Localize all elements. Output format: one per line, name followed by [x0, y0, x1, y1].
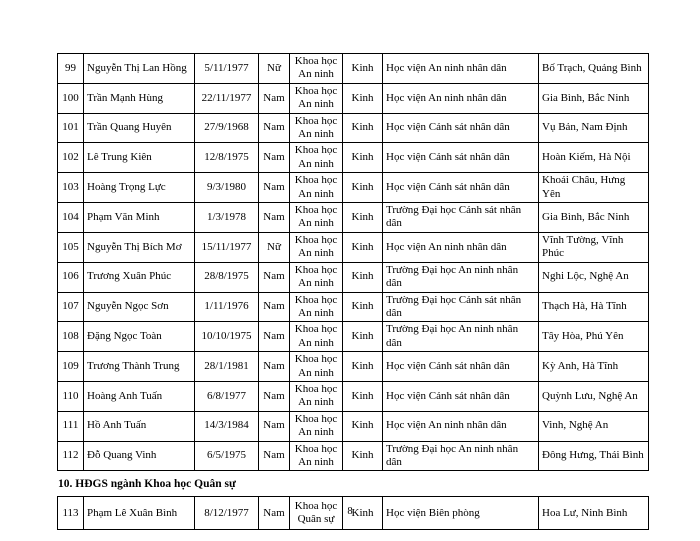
table-row [58, 113, 649, 143]
cell-name: Trương Xuân Phúc [84, 262, 195, 292]
table-row [58, 232, 649, 262]
cell-field: Khoa học An ninh [290, 322, 343, 352]
table-row [58, 381, 649, 411]
cell-dob: 6/8/1977 [195, 381, 259, 411]
cell-dob: 22/11/1977 [195, 83, 259, 113]
table-row [58, 411, 649, 441]
cell-dob: 8/12/1977 [195, 497, 259, 530]
cell-gender: Nam [259, 322, 290, 352]
table-row [58, 203, 649, 233]
cell-hometown: Thạch Hà, Hà Tĩnh [539, 292, 649, 322]
cell-field: Khoa học Quân sự [290, 497, 343, 530]
cell-name: Đỗ Quang Vinh [84, 441, 195, 471]
cell-institution: Trường Đại học An ninh nhân dân [383, 441, 539, 471]
cell-ethnicity: Kinh [343, 54, 383, 84]
cell-no: 101 [58, 113, 84, 143]
cell-field: Khoa học An ninh [290, 143, 343, 173]
cell-no: 113 [58, 497, 84, 530]
cell-name: Trần Quang Huyên [84, 113, 195, 143]
cell-no: 111 [58, 411, 84, 441]
candidates-table-security [57, 53, 649, 471]
cell-field: Khoa học An ninh [290, 232, 343, 262]
cell-no: 99 [58, 54, 84, 84]
cell-gender: Nam [259, 173, 290, 203]
cell-no: 108 [58, 322, 84, 352]
cell-no: 100 [58, 83, 84, 113]
cell-dob: 1/11/1976 [195, 292, 259, 322]
cell-name: Phạm Văn Minh [84, 203, 195, 233]
cell-hometown: Khoái Châu, Hưng Yên [539, 173, 649, 203]
cell-hometown: Nghi Lộc, Nghệ An [539, 262, 649, 292]
cell-no: 106 [58, 262, 84, 292]
page-number: 8 [347, 506, 353, 517]
cell-name: Trương Thành Trung [84, 352, 195, 382]
cell-gender: Nam [259, 143, 290, 173]
cell-ethnicity: Kinh [343, 113, 383, 143]
cell-hometown: Vĩnh Tường, Vĩnh Phúc [539, 232, 649, 262]
cell-hometown: Gia Bình, Bắc Ninh [539, 83, 649, 113]
cell-field: Khoa học An ninh [290, 54, 343, 84]
cell-hometown: Hoa Lư, Ninh Bình [539, 497, 649, 530]
cell-name: Hoàng Anh Tuấn [84, 381, 195, 411]
cell-institution: Học viện Cảnh sát nhân dân [383, 381, 539, 411]
cell-gender: Nam [259, 352, 290, 382]
cell-institution: Học viện Cảnh sát nhân dân [383, 352, 539, 382]
cell-dob: 5/11/1977 [195, 54, 259, 84]
cell-institution: Học viện An ninh nhân dân [383, 411, 539, 441]
table-row [58, 54, 649, 84]
cell-dob: 14/3/1984 [195, 411, 259, 441]
cell-no: 112 [58, 441, 84, 471]
table-row [58, 262, 649, 292]
table-row [58, 322, 649, 352]
cell-ethnicity: Kinh [343, 322, 383, 352]
cell-name: Trần Mạnh Hùng [84, 83, 195, 113]
cell-institution: Học viện Cảnh sát nhân dân [383, 173, 539, 203]
cell-hometown: Bố Trạch, Quảng Bình [539, 54, 649, 84]
cell-gender: Nam [259, 497, 290, 530]
cell-dob: 10/10/1975 [195, 322, 259, 352]
cell-field: Khoa học An ninh [290, 411, 343, 441]
cell-name: Đặng Ngọc Toàn [84, 322, 195, 352]
cell-no: 109 [58, 352, 84, 382]
cell-hometown: Vinh, Nghệ An [539, 411, 649, 441]
cell-institution: Trường Đại học An ninh nhân dân [383, 322, 539, 352]
cell-no: 105 [58, 232, 84, 262]
cell-dob: 28/1/1981 [195, 352, 259, 382]
cell-ethnicity: Kinh [343, 497, 383, 530]
cell-name: Nguyễn Thị Lan Hồng [84, 54, 195, 84]
cell-institution: Học viện Cảnh sát nhân dân [383, 143, 539, 173]
cell-ethnicity: Kinh [343, 352, 383, 382]
cell-gender: Nam [259, 113, 290, 143]
cell-institution: Học viện Biên phòng [383, 497, 539, 530]
cell-gender: Nữ [259, 232, 290, 262]
cell-ethnicity: Kinh [343, 411, 383, 441]
cell-name: Phạm Lê Xuân Bình [84, 497, 195, 530]
cell-name: Hồ Anh Tuấn [84, 411, 195, 441]
table-row [58, 352, 649, 382]
cell-name: Hoàng Trọng Lực [84, 173, 195, 203]
cell-dob: 1/3/1978 [195, 203, 259, 233]
cell-name: Nguyễn Ngọc Sơn [84, 292, 195, 322]
table-row [58, 292, 649, 322]
cell-hometown: Hoàn Kiếm, Hà Nội [539, 143, 649, 173]
cell-gender: Nam [259, 203, 290, 233]
cell-dob: 6/5/1975 [195, 441, 259, 471]
cell-dob: 28/8/1975 [195, 262, 259, 292]
cell-hometown: Đông Hưng, Thái Bình [539, 441, 649, 471]
cell-hometown: Vụ Bản, Nam Định [539, 113, 649, 143]
cell-no: 102 [58, 143, 84, 173]
cell-gender: Nữ [259, 54, 290, 84]
cell-ethnicity: Kinh [343, 173, 383, 203]
cell-institution: Học viện Cảnh sát nhân dân [383, 113, 539, 143]
cell-hometown: Quỳnh Lưu, Nghệ An [539, 381, 649, 411]
document-content [57, 53, 648, 530]
cell-dob: 12/8/1975 [195, 143, 259, 173]
cell-hometown: Tây Hòa, Phú Yên [539, 322, 649, 352]
cell-ethnicity: Kinh [343, 381, 383, 411]
table-row [58, 173, 649, 203]
cell-ethnicity: Kinh [343, 83, 383, 113]
cell-field: Khoa học An ninh [290, 441, 343, 471]
cell-no: 103 [58, 173, 84, 203]
cell-hometown: Kỳ Anh, Hà Tĩnh [539, 352, 649, 382]
cell-field: Khoa học An ninh [290, 203, 343, 233]
cell-field: Khoa học An ninh [290, 292, 343, 322]
cell-ethnicity: Kinh [343, 441, 383, 471]
cell-dob: 15/11/1977 [195, 232, 259, 262]
cell-name: Nguyễn Thị Bích Mơ [84, 232, 195, 262]
section-heading: 10. HĐGS ngành Khoa học Quân sự [58, 478, 236, 491]
cell-ethnicity: Kinh [343, 292, 383, 322]
cell-gender: Nam [259, 381, 290, 411]
cell-hometown: Gia Bình, Bắc Ninh [539, 203, 649, 233]
cell-field: Khoa học An ninh [290, 262, 343, 292]
cell-field: Khoa học An ninh [290, 83, 343, 113]
cell-dob: 27/9/1968 [195, 113, 259, 143]
cell-institution: Học viện An ninh nhân dân [383, 232, 539, 262]
cell-field: Khoa học An ninh [290, 173, 343, 203]
cell-institution: Trường Đại học Cảnh sát nhân dân [383, 203, 539, 233]
cell-no: 104 [58, 203, 84, 233]
cell-dob: 9/3/1980 [195, 173, 259, 203]
cell-no: 107 [58, 292, 84, 322]
cell-field: Khoa học An ninh [290, 113, 343, 143]
cell-gender: Nam [259, 411, 290, 441]
cell-field: Khoa học An ninh [290, 352, 343, 382]
cell-institution: Trường Đại học Cảnh sát nhân dân [383, 292, 539, 322]
cell-ethnicity: Kinh [343, 262, 383, 292]
cell-field: Khoa học An ninh [290, 381, 343, 411]
cell-gender: Nam [259, 441, 290, 471]
cell-gender: Nam [259, 262, 290, 292]
cell-ethnicity: Kinh [343, 143, 383, 173]
cell-ethnicity: Kinh [343, 232, 383, 262]
cell-gender: Nam [259, 83, 290, 113]
cell-gender: Nam [259, 292, 290, 322]
table-row [58, 441, 649, 471]
table-row [58, 143, 649, 173]
cell-name: Lê Trung Kiên [84, 143, 195, 173]
cell-no: 110 [58, 381, 84, 411]
cell-ethnicity: Kinh [343, 203, 383, 233]
cell-institution: Học viện An ninh nhân dân [383, 54, 539, 84]
cell-institution: Trường Đại học An ninh nhân dân [383, 262, 539, 292]
table-row [58, 83, 649, 113]
cell-institution: Học viện An ninh nhân dân [383, 83, 539, 113]
